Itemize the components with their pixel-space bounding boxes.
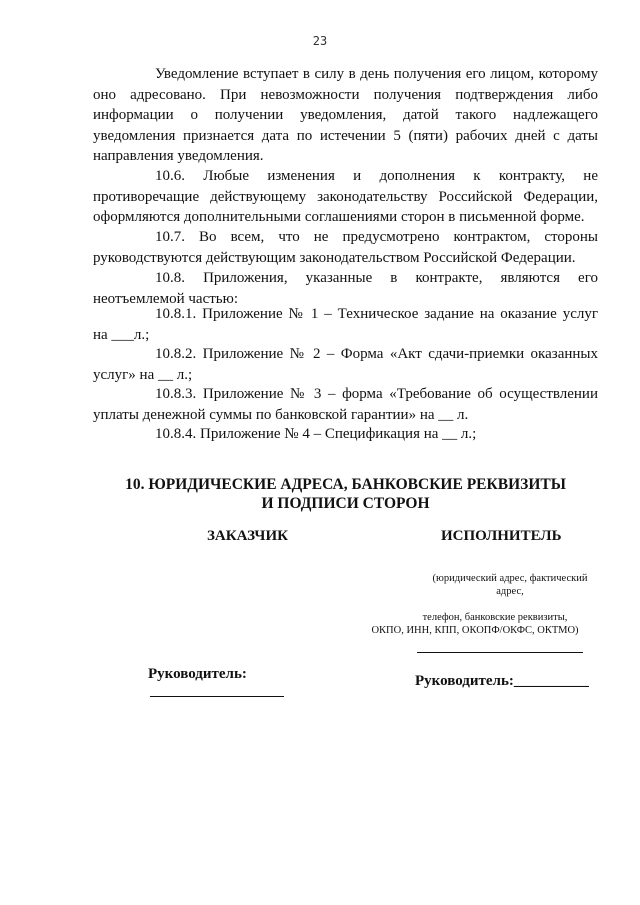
customer-signature-label: Руководитель:: [148, 666, 247, 682]
clause-10-7-text: 10.7. Во всем, что не предусмотрено контрактом, стороны руководствуются действующим законодательством Российской Федерации.: [93, 229, 598, 266]
clause-10-8-line1: 10.8. Приложения, указанные в контракте, являются его: [155, 270, 598, 286]
section-heading-line1: 10. ЮРИДИЧЕСКИЕ АДРЕСА, БАНКОВСКИЕ РЕКВИЗИТЫ: [125, 476, 566, 493]
contractor-label: ИСПОЛНИТЕЛЬ: [441, 528, 562, 544]
section-heading-line2: И ПОДПИСИ СТОРОН: [261, 495, 430, 512]
contractor-details-hint: [350, 611, 600, 637]
notification-text: Уведомление вступает в силу в день получения его лицом, которому оно адресовано. При невозможности получения подтверждения либо информации о получении уведомления, датой такого надлежащего уведомления признается дата по истечении 5 (пяти) рабочих дней с даты направления уведомления.: [93, 66, 598, 164]
paragraph-notification: [93, 64, 598, 167]
section-heading: [93, 475, 598, 513]
contractor-address-hint: [400, 572, 620, 598]
details-hint-line1: телефон, банковские реквизиты,: [422, 612, 568, 623]
details-hint-line2: ОКПО, ИНН, КПП, ОКОПФ/ОКФС, ОКТМО): [371, 625, 579, 636]
contractor-signature-label: Руководитель:__________: [415, 673, 589, 689]
clause-10-6: [93, 166, 598, 228]
appendix-1-line1: 10.8.1. Приложение № 1 – Техническое задание на оказание услуг: [155, 306, 598, 322]
customer-label: ЗАКАЗЧИК: [207, 528, 288, 544]
clause-10-8-line2: неотъемлемой частью:: [93, 290, 238, 307]
clause-10-8: [93, 268, 598, 309]
clause-10-6-text: 10.6. Любые изменения и дополнения к контракту, не противоречащие действующему законодательству Российской Федерации, оформляются дополнительными соглашениями сторон в письменной форме.: [93, 168, 598, 225]
address-hint-line2: адрес,: [496, 586, 524, 597]
address-hint-line1: (юридический адрес, фактический: [432, 573, 588, 584]
appendix-2-line2: услуг» на __ л.;: [93, 366, 193, 383]
appendix-3-line2: уплаты денежной суммы по банковской гарантии» на __ л.: [93, 406, 469, 423]
appendix-3-line1: 10.8.3. Приложение № 3 – форма «Требование об осуществлении: [155, 386, 598, 402]
appendix-3: [93, 384, 598, 425]
appendix-2: [93, 344, 598, 385]
appendix-1: [93, 304, 598, 345]
customer-signature-line: [150, 696, 284, 697]
appendix-4: [93, 424, 598, 445]
appendix-1-line2: на ___л.;: [93, 326, 150, 343]
clause-10-7: [93, 227, 598, 268]
appendix-4-text: 10.8.4. Приложение № 4 – Спецификация на __ л.;: [155, 426, 477, 442]
contractor-details-line: [417, 652, 583, 653]
appendix-2-line1: 10.8.2. Приложение № 2 – Форма «Акт сдачи-приемки оказанных: [155, 346, 598, 362]
page-number: 23: [312, 34, 328, 48]
